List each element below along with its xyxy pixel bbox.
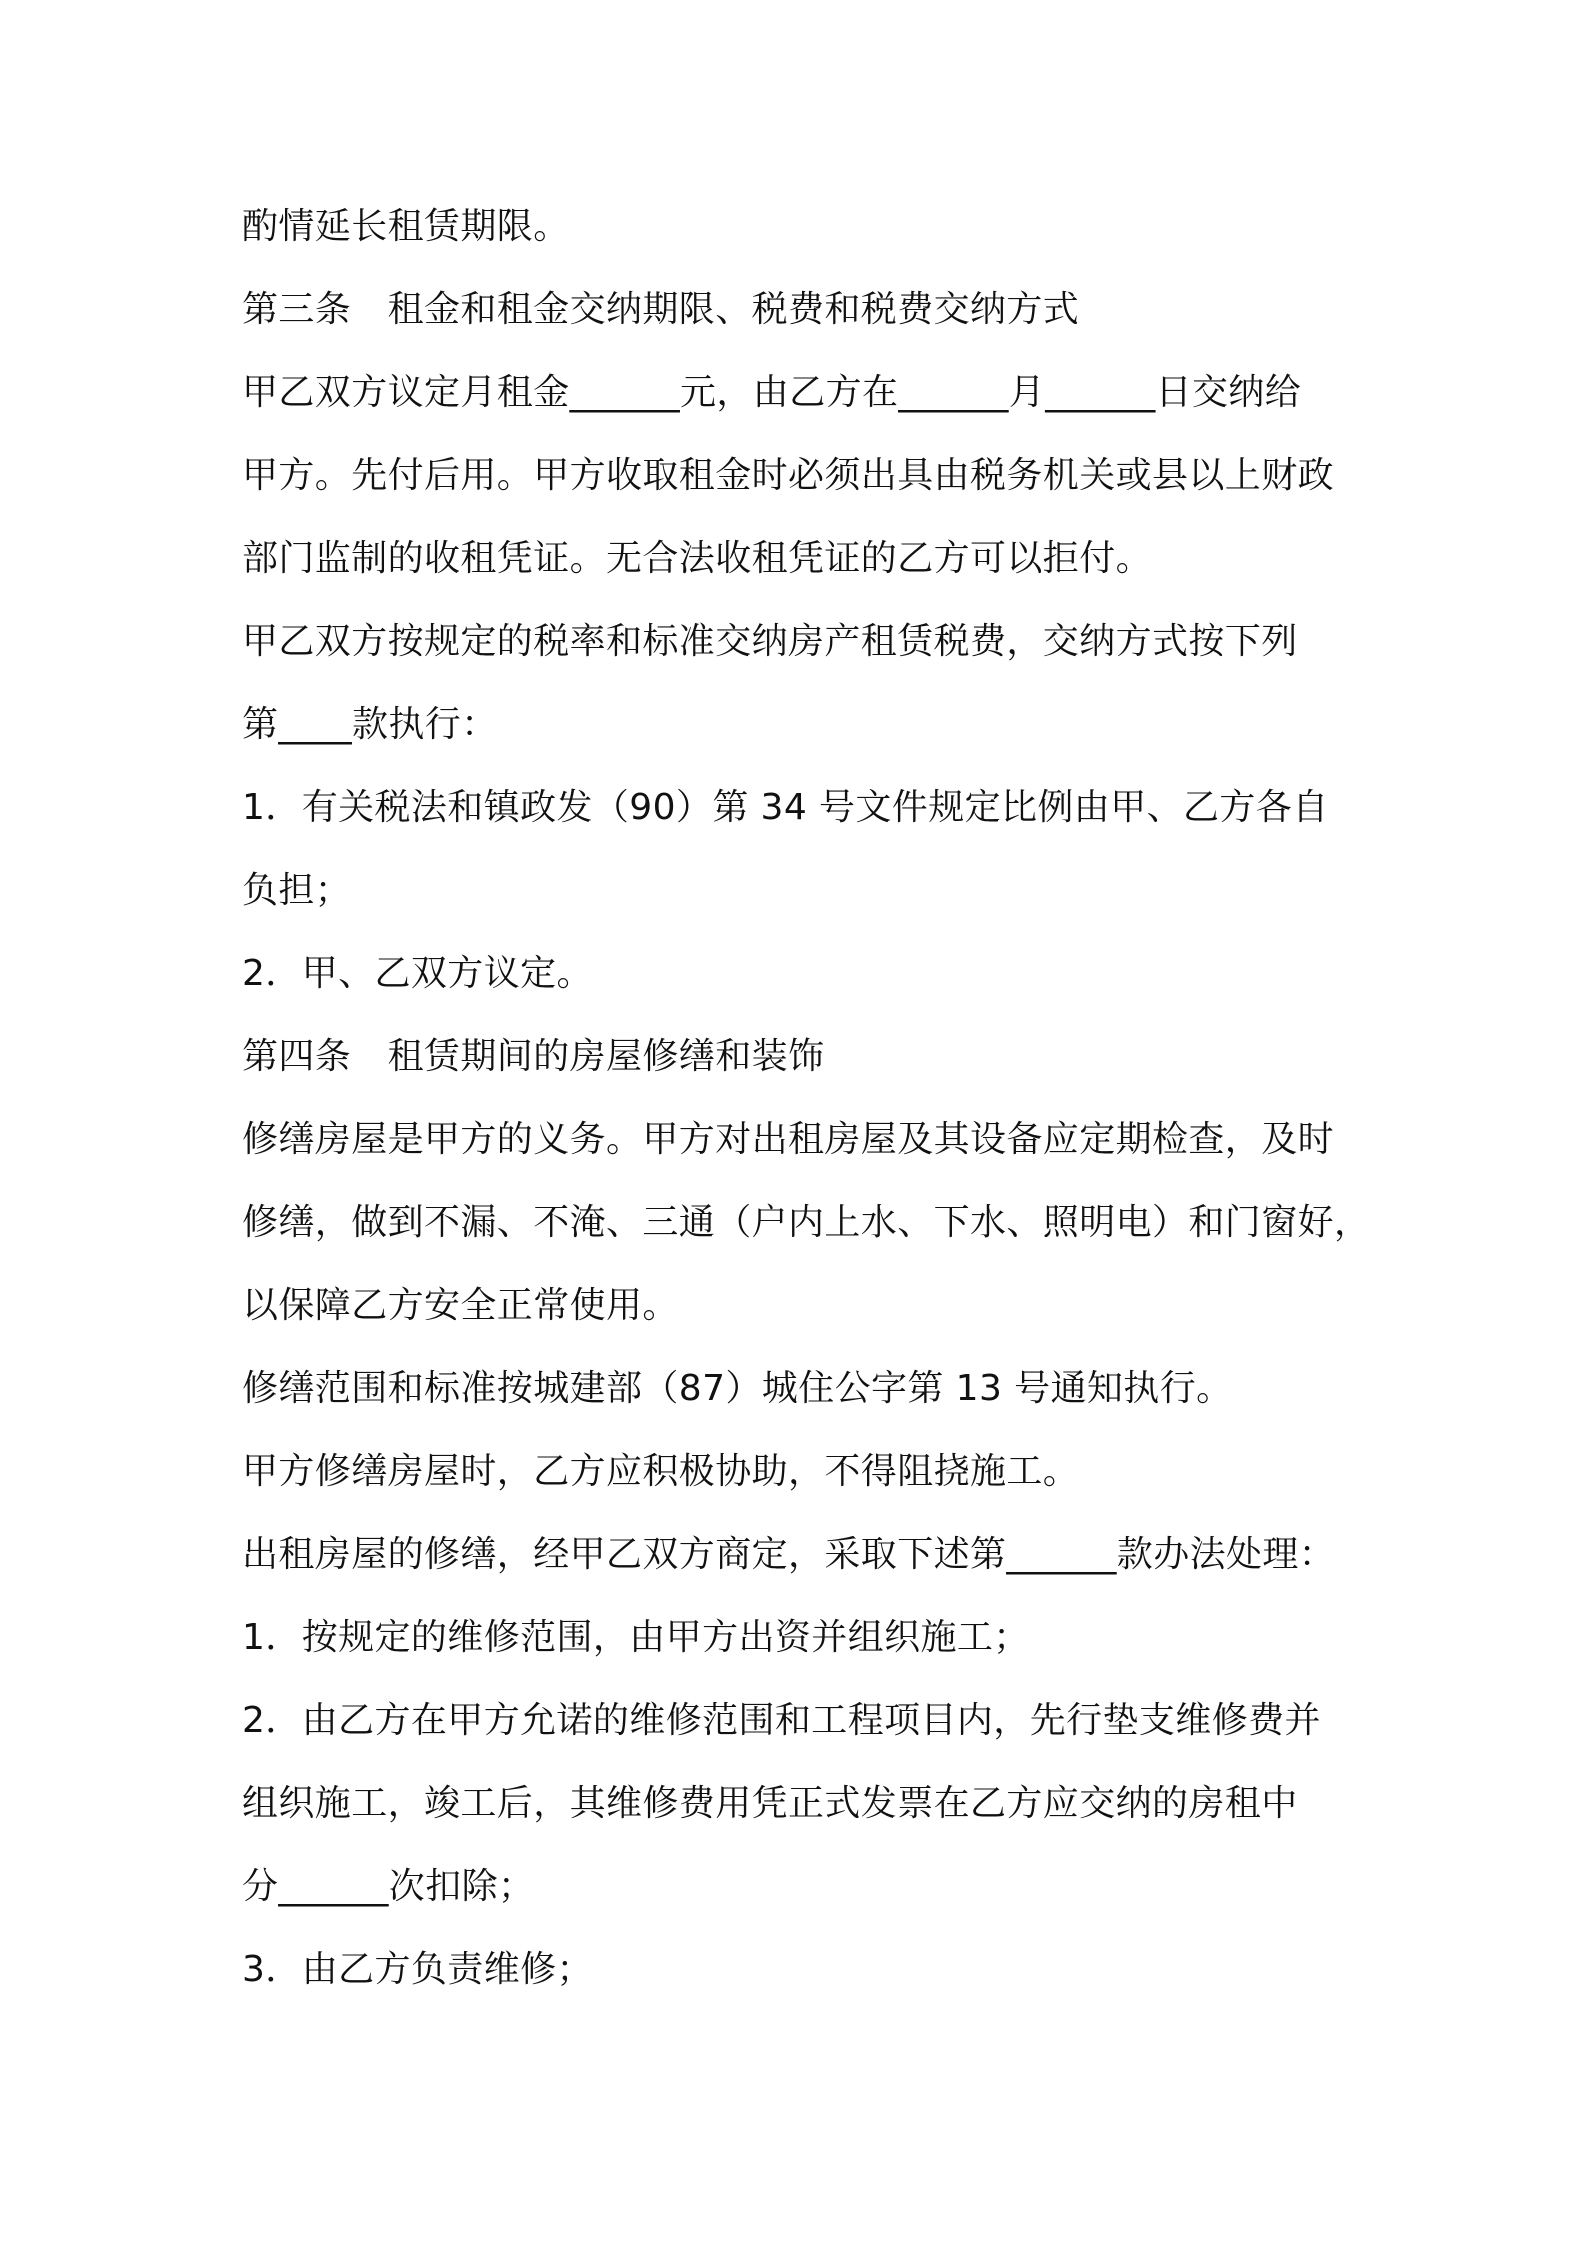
- text-line: 修缮范围和标准按城建部（87）城住公字第 13 号通知执行。: [242, 1368, 1233, 1409]
- text-line: 甲乙双方议定月租金______元，由乙方在______月______日交纳给: [242, 372, 1302, 413]
- text-line: 部门监制的收租凭证。无合法收租凭证的乙方可以拒付。: [242, 538, 1153, 579]
- list-item: 1．有关税法和镇政发（90）第 34 号文件规定比例由甲、乙方各自: [242, 787, 1329, 828]
- section-heading-article-4: 第四条 租赁期间的房屋修缮和装饰: [242, 1036, 825, 1077]
- text-line: 修缮房屋是甲方的义务。甲方对出租房屋及其设备应定期检查，及时: [242, 1119, 1335, 1160]
- text-line: 酌情延长租赁期限。: [242, 206, 570, 247]
- text-line: 甲乙双方按规定的税率和标准交纳房产租赁税费，交纳方式按下列: [242, 621, 1298, 662]
- text-line: 甲方修缮房屋时，乙方应积极协助，不得阻挠施工。: [242, 1451, 1080, 1492]
- section-heading-article-3: 第三条 租金和租金交纳期限、税费和税费交纳方式: [242, 289, 1080, 330]
- text-line: 出租房屋的修缮，经甲乙双方商定，采取下述第______款办法处理：: [242, 1534, 1336, 1575]
- list-item: 1．按规定的维修范围，由甲方出资并组织施工；: [242, 1617, 1030, 1658]
- text-line: 修缮，做到不漏、不淹、三通（户内上水、下水、照明电）和门窗好，: [242, 1202, 1371, 1243]
- text-line: 负担；: [242, 870, 352, 911]
- list-item: 3．由乙方负责维修；: [242, 1949, 593, 1990]
- text-line: 以保障乙方安全正常使用。: [242, 1285, 679, 1326]
- list-item: 2．由乙方在甲方允诺的维修范围和工程项目内，先行垫支维修费并: [242, 1700, 1321, 1741]
- text-line: 甲方。先付后用。甲方收取租金时必须出具由税务机关或县以上财政: [242, 455, 1335, 496]
- text-line: 组织施工，竣工后，其维修费用凭正式发票在乙方应交纳的房租中: [242, 1783, 1298, 1824]
- list-item: 2．甲、乙双方议定。: [242, 953, 593, 994]
- text-line: 第____款执行：: [242, 704, 498, 745]
- text-line: 分______次扣除；: [242, 1866, 535, 1907]
